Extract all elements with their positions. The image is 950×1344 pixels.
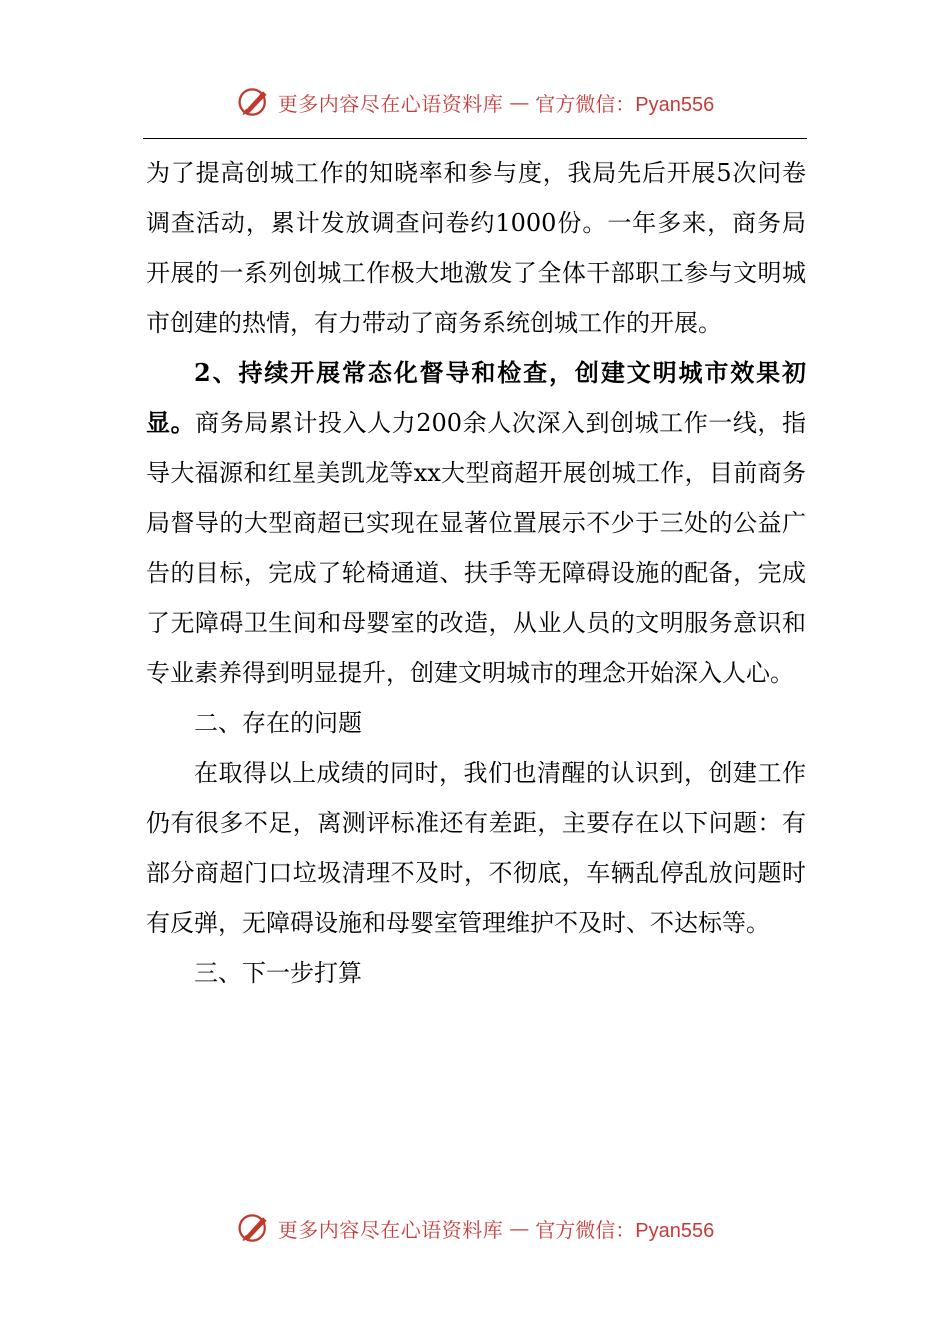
paragraph-2 [146,348,806,698]
section-heading-3: 三、下一步打算 [194,959,362,987]
header-contact-text: 官方微信：Pyan556 [535,93,715,116]
header-divider [143,138,807,139]
footer-banner [0,1210,950,1246]
paragraph-3: 在取得以上成绩的同时，我们也清醒的认识到，创建工作仍有很多不足，离测评标准还有差距，主要存在以下问题：有部分商超门口垃圾清理不及时，不彻底，车辆乱停乱放问题时有反弹，无障碍设施和母婴室管理维护不及时、不达标等。 [146,759,806,937]
paragraph-2-bold-lead: 2、持续开展常态化督导和检查，创建文明城市效果初显。 [146,358,806,437]
pen-logo-icon [236,1210,272,1246]
header-brand-text: 更多内容尽在心语资料库 [277,91,504,116]
header-separator: — [509,90,530,114]
section-heading-2: 二、存在的问题 [194,709,362,737]
paragraph-1: 为了提高创城工作的知晓率和参与度，我局先后开展5次问卷调查活动，累计发放调查问卷约1000份。一年多来，商务局开展的一系列创城工作极大地激发了全体干部职工参与文明城市创建的热情，有力带动了商务系统创城工作的开展。 [146,159,806,337]
footer-separator: — [509,1216,530,1240]
document-body [146,148,806,998]
footer-contact-text: 官方微信：Pyan556 [535,1219,715,1242]
header-banner [0,84,950,120]
pen-logo-icon [236,84,272,120]
footer-brand-text: 更多内容尽在心语资料库 [277,1217,504,1242]
paragraph-2-text: 商务局累计投入人力200余人次深入到创城工作一线，指导大福源和红星美凯龙等xx大型商超开展创城工作，目前商务局督导的大型商超已实现在显著位置展示不少于三处的公益广告的目标，完成了轮椅通道、扶手等无障碍设施的配备，完成了无障碍卫生间和母婴室的改造，从业人员的文明服务意识和专业素养得到明显提升，创建文明城市的理念开始深入人心。 [146,409,806,687]
